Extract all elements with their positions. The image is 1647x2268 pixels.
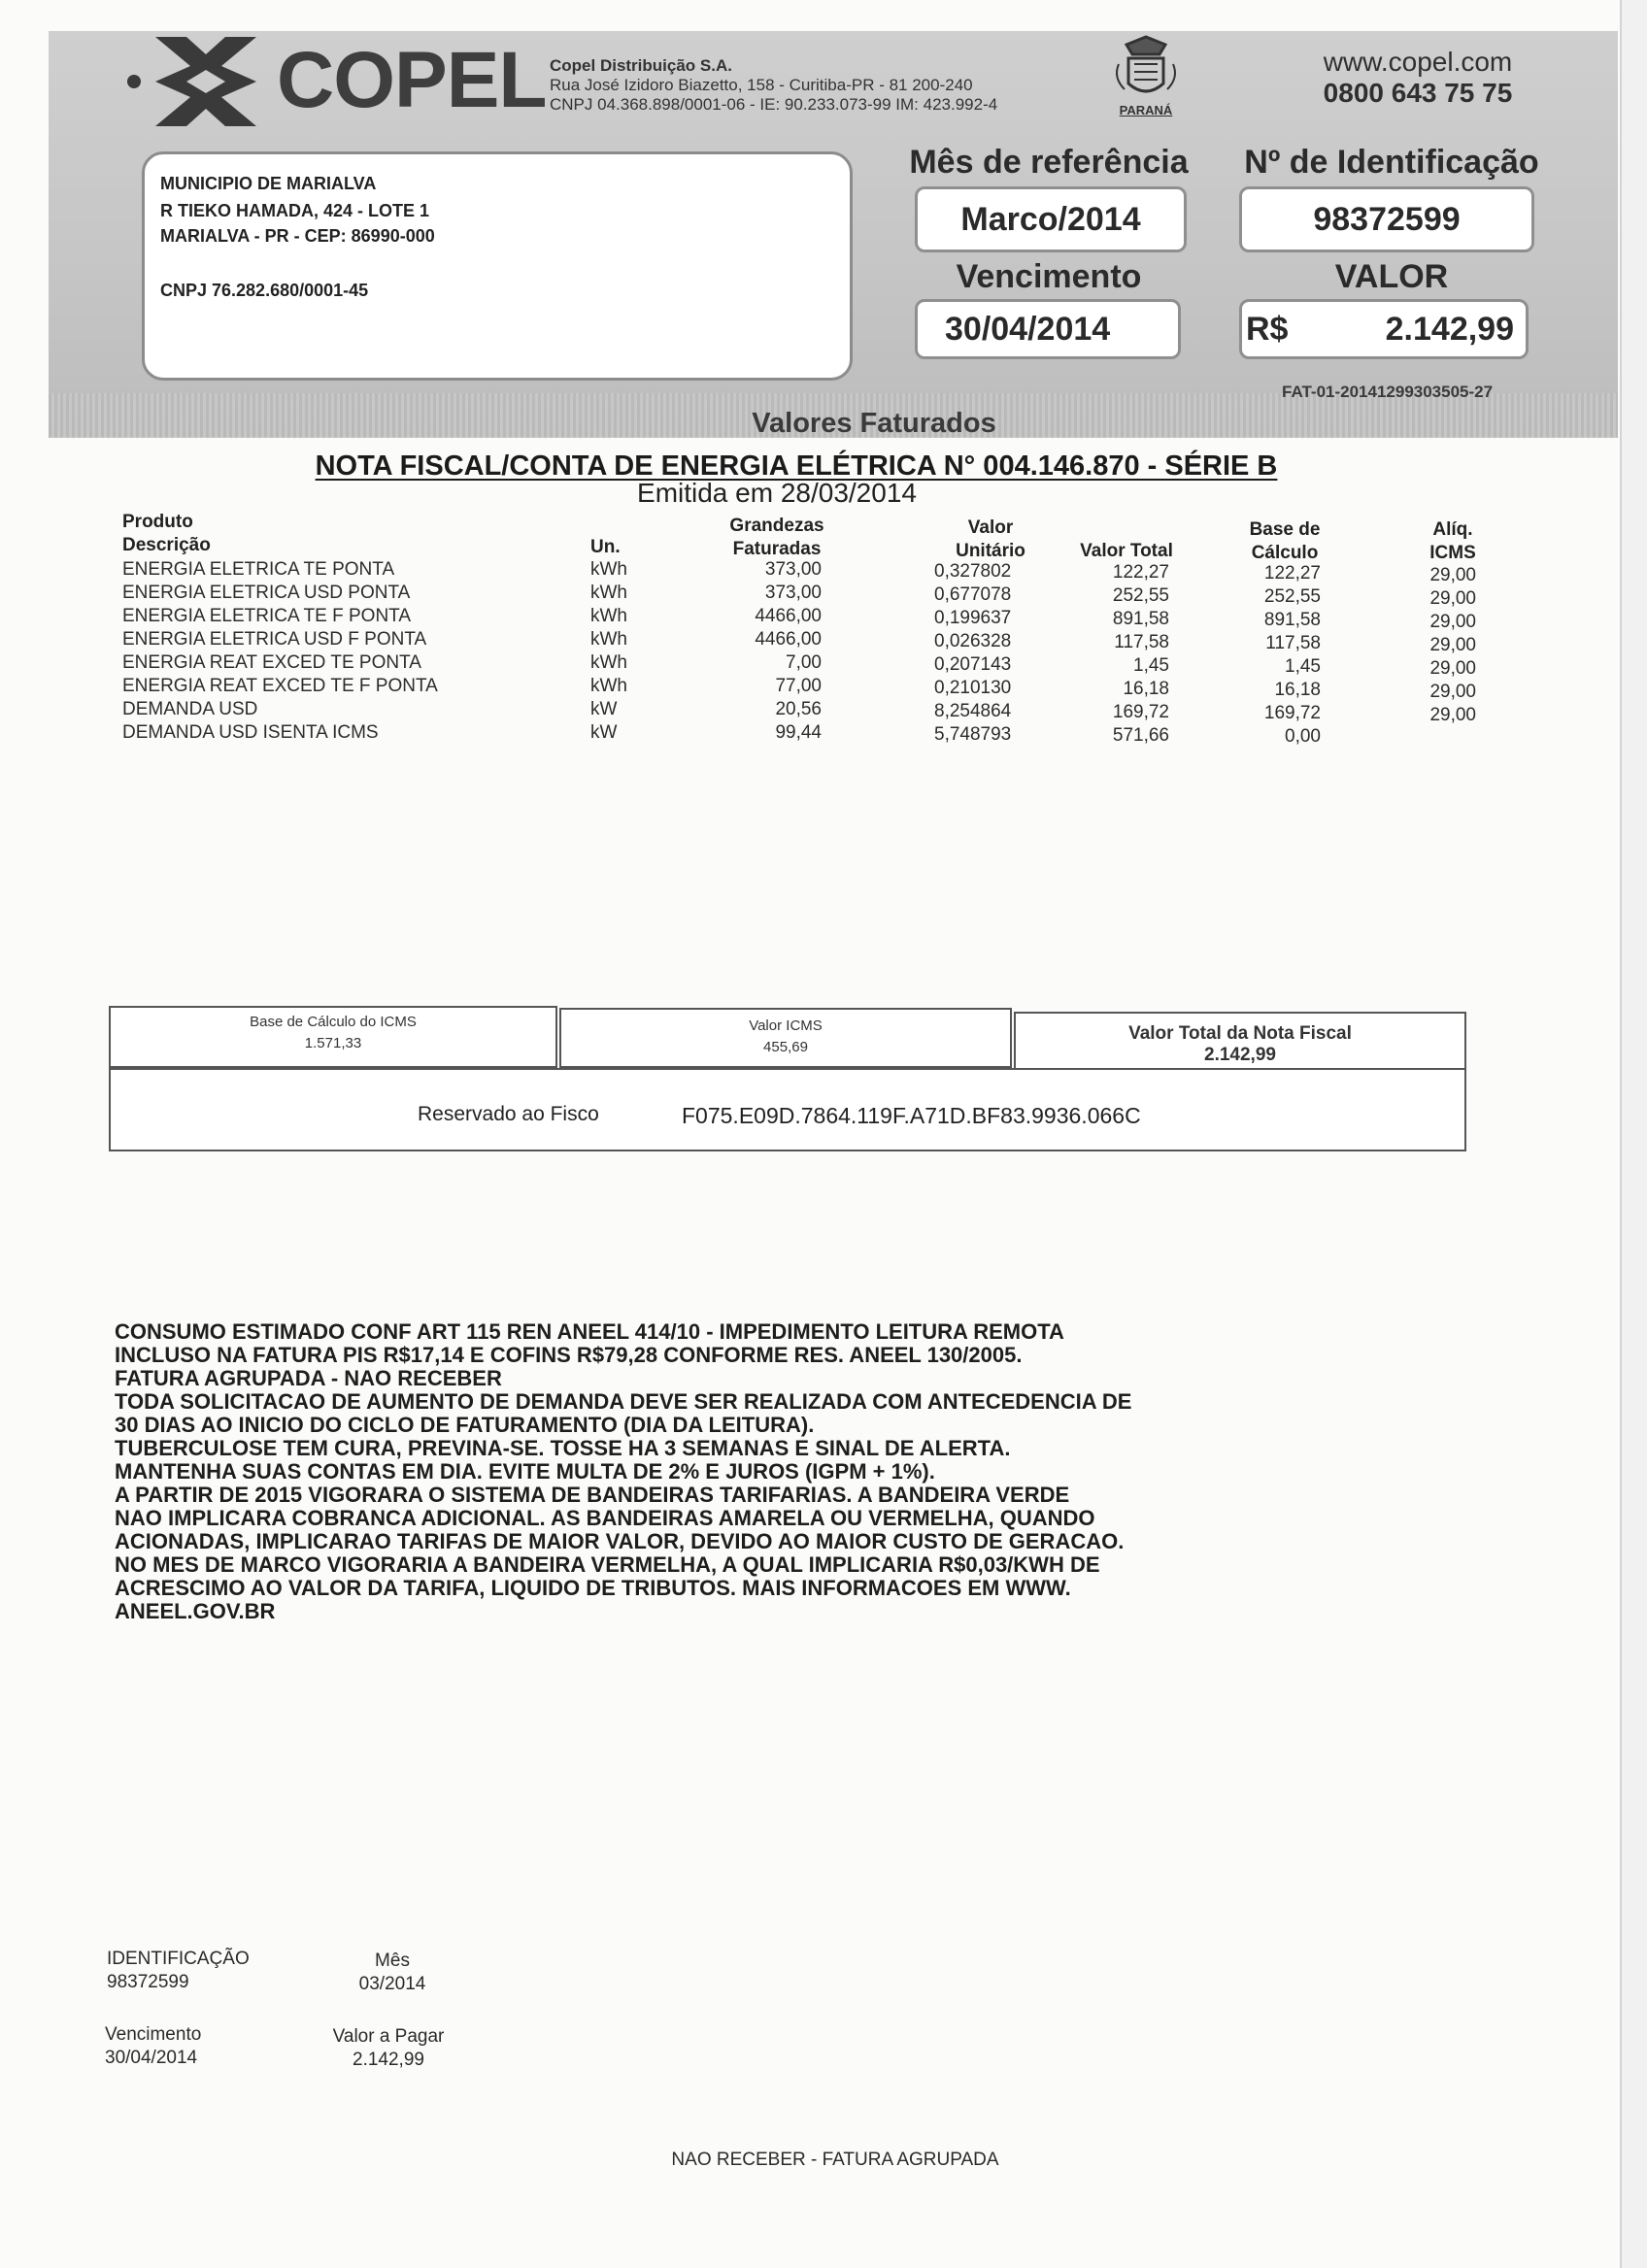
currency-symbol: R$ [1246,310,1289,348]
due-value: 30/04/2014 [915,299,1181,359]
row-unit-price: 0,327802 [934,561,1012,582]
row-total: 1,45 [1133,655,1169,676]
stub-pay-value: 2.142,99 [353,2050,424,2070]
icms-value: 455,69 [763,1039,808,1055]
row-unit: kWh [590,629,627,650]
row-unit-price: 0,677078 [934,584,1012,605]
fisco-code: F075.E09D.7864.119F.A71D.BF83.9936.066C [682,1103,1141,1128]
month-label: Mês de referência [909,144,1189,181]
coat-of-arms-icon [1105,35,1187,140]
month-value: Marco/2014 [915,186,1187,252]
header-produto: Produto [122,512,193,532]
header-faturadas: Faturadas [732,539,822,559]
row-unit-price: 0,199637 [934,608,1012,628]
row-quantity: 373,00 [764,583,822,603]
row-unit: kWh [590,583,627,603]
row-unit: kWh [590,606,627,626]
copel-logo-icon [117,37,262,126]
row-base: 117,58 [1265,633,1321,653]
row-aliquota: 29,00 [1429,658,1476,679]
stub-due [105,2023,201,2070]
section-title: Valores Faturados [752,408,996,439]
stub-due-value: 30/04/2014 [105,2048,198,2068]
amount-value: 2.142,99 [1385,310,1514,348]
row-unit: kW [590,722,618,743]
header-base: Base de [1249,519,1321,540]
row-unit-price: 0,026328 [934,631,1012,651]
customer-cnpj: CNPJ 76.282.680/0001-45 [160,281,369,300]
row-description: DEMANDA USD [122,699,258,719]
page-edge [1620,0,1647,2268]
row-total: 252,55 [1112,585,1169,606]
row-unit: kWh [590,676,627,696]
row-unit: kWh [590,652,627,673]
customer-city: MARIALVA - PR - CEP: 86990-000 [160,226,435,246]
row-unit-price: 0,207143 [934,654,1012,675]
company-name: Copel Distribuição S.A. [550,56,732,75]
row-quantity: 77,00 [775,676,822,696]
row-unit: kWh [590,559,627,580]
row-description: DEMANDA USD ISENTA ICMS [122,722,379,743]
row-description: ENERGIA REAT EXCED TE F PONTA [122,676,438,696]
row-unit-price: 5,748793 [934,724,1012,745]
id-value: 98372599 [1239,186,1534,252]
row-aliquota: 29,00 [1429,705,1476,725]
row-base: 1,45 [1285,656,1321,677]
company-address: Rua José Izidoro Biazetto, 158 - Curitiba-PR - 81 200-240 [550,76,973,94]
icms-value-box [559,1008,1012,1068]
row-quantity: 99,44 [775,722,822,743]
row-total: 117,58 [1114,632,1169,652]
footer-note: NAO RECEBER - FATURA AGRUPADA [671,2150,999,2170]
row-base: 0,00 [1285,726,1321,747]
icms-value-label: Valor ICMS [749,1017,823,1034]
row-quantity: 373,00 [764,559,822,580]
header-grandezas: Grandezas [729,516,824,536]
row-aliquota: 29,00 [1429,612,1476,632]
id-label: Nº de Identificação [1244,144,1539,181]
customer-name: MUNICIPIO DE MARIALVA [160,174,377,193]
invoice-total-box [1014,1012,1466,1070]
stub-month-label: Mês [375,1951,410,1971]
row-unit: kW [590,699,618,719]
header-aliq: Alíq. [1432,519,1473,540]
invoice-emitted: Emitida em 28/03/2014 [637,478,917,508]
row-total: 169,72 [1112,702,1169,722]
stub-month-value: 03/2014 [358,1974,426,1994]
stub-month [353,1950,431,1996]
row-quantity: 7,00 [786,652,822,673]
header-descricao: Descrição [122,535,211,555]
invoice-title-text: NOTA FISCAL/CONTA DE ENERGIA ELÉTRICA N° 004.146.870 - SÉRIE B [315,450,1278,482]
header-un: Un. [590,537,621,557]
row-base: 16,18 [1274,680,1321,700]
row-total: 571,66 [1112,725,1169,746]
stub-id [107,1948,250,1994]
state-label: PARANÁ [1119,103,1173,117]
row-base: 252,55 [1263,586,1321,607]
stub-pay-label: Valor a Pagar [332,2026,445,2047]
stub-id-value: 98372599 [107,1972,189,1992]
fat-code: FAT-01-20141299303505-27 [1282,383,1494,401]
row-base: 891,58 [1263,610,1321,630]
row-description: ENERGIA REAT EXCED TE PONTA [122,652,421,673]
amount-label: VALOR [1334,258,1449,295]
invoice-messages: CONSUMO ESTIMADO CONF ART 115 REN ANEEL 414/10 - IMPEDIMENTO LEITURA REMOTA INCLUSO NA FATURA PIS R$17,14 E COFINS R$79,28 CONFORME RES. ANEEL 130/2005. FATURA AGRUPADA - NAO RECEBER TODA SOLICITACAO DE AUMENTO DE DEMANDA DEVE SER REALIZADA COM ANTECEDENCIA DE 30 DIAS AO INICIO DO CICLO DE FATURAMENTO (DIA DA LEITURA). TUBERCULOSE TEM CURA, PREVINA-SE. TOSSE HA 3 SEMANAS E SINAL DE ALERTA. MANTENHA SUAS CONTAS EM DIA. EVITE MULTA DE 2% E JUROS (IGPM + 1%). A PARTIR DE 2015 VIGORARA O SISTEMA DE BANDEIRAS TARIFARIAS. A BANDEIRA VERDE NAO IMPLICARA COBRANCA ADICIONAL. AS BANDEIRAS AMARELA OU VERMELHA, QUANDO ACIONADAS, IMPLICARAO TARIFAS DE MAIOR VALOR, DEVIDO AO MAIOR CUSTO DE GERACAO. NO MES DE MARCO VIGORARIA A BANDEIRA VERMELHA, A QUAL IMPLICARIA R$0,03/KWH DE ACRESCIMO AO VALOR DA TARIFA, LIQUIDO DE TRIBUTOS. MAIS INFORMACOES EM WWW. ANEEL.GOV.BR [115,1319,1132,1623]
company-ids: CNPJ 04.368.898/0001-06 - IE: 90.233.073-99 IM: 423.992-4 [550,95,998,114]
header-valor-total: Valor Total [1080,541,1173,561]
row-description: ENERGIA ELETRICA USD F PONTA [122,629,427,650]
row-total: 122,27 [1112,562,1169,583]
stub-due-label: Vencimento [105,2024,202,2045]
header-unitario: Unitário [956,541,1025,561]
row-quantity: 4466,00 [755,629,822,650]
invoice-total-label: Valor Total da Nota Fiscal [1128,1023,1352,1044]
row-total: 16,18 [1123,679,1169,699]
row-aliquota: 29,00 [1429,682,1476,702]
due-label: Vencimento [956,258,1142,295]
row-description: ENERGIA ELETRICA USD PONTA [122,583,411,603]
fisco-box [109,1068,1466,1151]
header-valor: Valor [967,517,1014,538]
brand-name: COPEL [277,36,547,124]
row-quantity: 20,56 [775,699,822,719]
stub-pay [320,2025,456,2072]
icms-base-value: 1.571,33 [304,1035,362,1051]
invoice-total-value: 2.142,99 [1204,1045,1276,1065]
row-aliquota: 29,00 [1429,588,1476,609]
row-aliquota: 29,00 [1429,635,1476,655]
header-calculo: Cálculo [1251,543,1319,563]
row-aliquota: 29,00 [1429,565,1476,585]
row-total: 891,58 [1112,609,1169,629]
row-unit-price: 0,210130 [934,678,1012,698]
customer-address-box [142,151,853,381]
row-description: ENERGIA ELETRICA TE PONTA [122,559,395,580]
row-unit-price: 8,254864 [934,701,1012,721]
company-info [550,56,997,115]
fisco-label: Reservado ao Fisco [418,1103,599,1125]
header-icms: ICMS [1429,543,1476,563]
amount-box [1239,299,1529,359]
icms-base-box [109,1006,557,1068]
customer-street: R TIEKO HAMADA, 424 - LOTE 1 [160,201,430,220]
icms-base-label: Base de Cálculo do ICMS [250,1014,417,1030]
row-base: 169,72 [1263,703,1321,723]
row-quantity: 4466,00 [755,606,822,626]
phone-number: 0800 643 75 75 [1323,78,1513,108]
website-link[interactable]: www.copel.com [1323,47,1513,77]
stub-id-label: IDENTIFICAÇÃO [107,1949,250,1969]
row-description: ENERGIA ELETRICA TE F PONTA [122,606,412,626]
row-base: 122,27 [1263,563,1321,584]
